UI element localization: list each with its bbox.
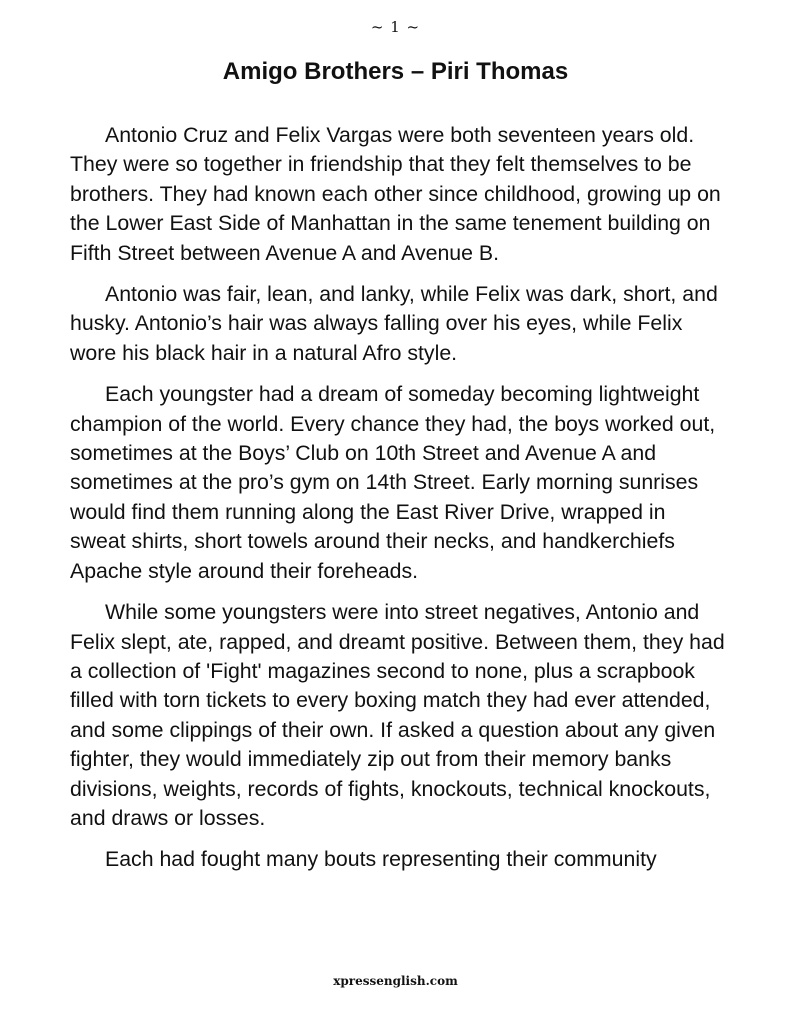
paragraph: Each had fought many bouts representing their community [105, 847, 657, 872]
paragraph: Antonio was fair, lean, and lanky, while Felix was dark, short, and husky. Antonio’s hair was always falling over his eyes, while Felix wore his black hair in a natural Afro style. [70, 282, 718, 365]
story-body [70, 121, 726, 887]
paragraph: While some youngsters were into street negatives, Antonio and Felix slept, ate, rapped, and dreamt positive. Between them, they had a collection of 'Fight' magazines second to none, plus a scrapbook filled with torn tickets to every boxing match they had ever attended, and some clippings of their own. If asked a question about any given fighter, they would immediately zip out from their memory banks divisions, weights, records of fights, knockouts, technical knockouts, and draws or losses. [70, 600, 725, 830]
paragraph: Antonio Cruz and Felix Vargas were both seventeen years old. They were so together in friendship that they felt themselves to be brothers. They had known each other since childhood, growing up on the Lower East Side of Manhattan in the same tenement building on Fifth Street between Avenue A and Avenue B. [70, 123, 721, 265]
page-number: ~ 1 ~ [370, 18, 421, 36]
paragraph: Each youngster had a dream of someday becoming lightweight champion of the world. Every chance they had, the boys worked out, sometimes at the Boys’ Club on 10th Street and Avenue A and sometimes at the pro’s gym on 14th Street. Early morning sunrises would find them running along the East River Drive, wrapped in sweat shirts, short towels around their necks, and handkerchiefs Apache style around their foreheads. [70, 382, 716, 583]
page-title: Amigo Brothers – Piri Thomas [222, 58, 569, 85]
footer-site: xpressenglish.com [333, 974, 458, 988]
